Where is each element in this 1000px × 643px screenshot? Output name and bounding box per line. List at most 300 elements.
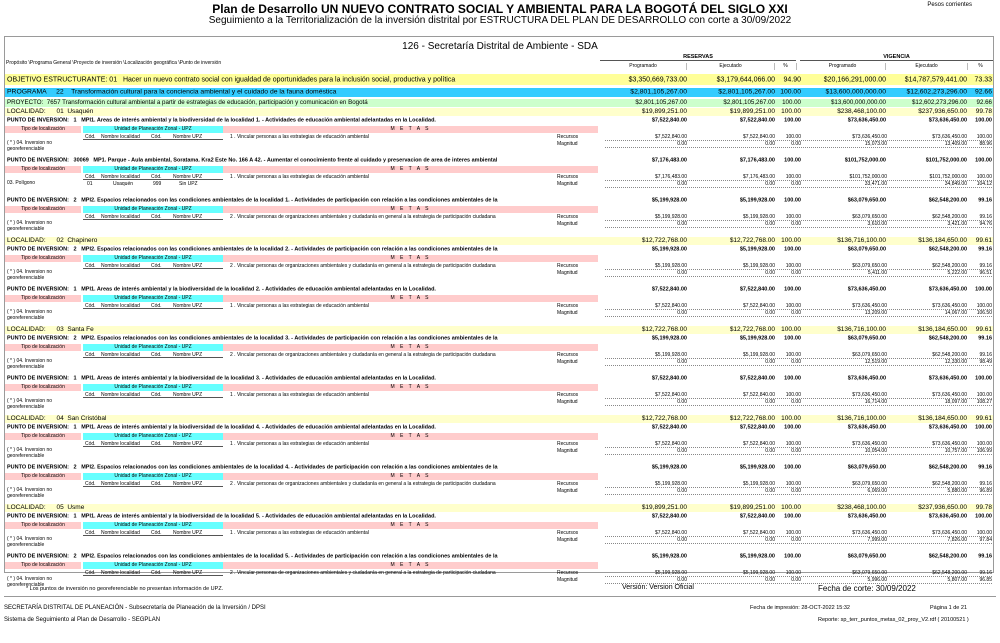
row-separator: [605, 276, 992, 277]
localidad-row: [5, 415, 993, 423]
recursos-value: $101,752,000.00: [849, 174, 887, 180]
magnitud-value: 0.00: [765, 399, 775, 405]
amount-cell: $7,522,840.00: [739, 375, 775, 382]
amount-cell: $5,199,928.00: [651, 197, 687, 204]
proyecto-row: PROYECTO: 7657 Transformación cultural ambiental a partir de estrategias de educación, participación y comunicación en Bogotá $2,801,105,267.00 $2,801,105,267.00 100.00 $13,600,000,000.00 $12,602,273,296.00 92.66: [7, 99, 992, 106]
recursos-value: $7,522,840.00: [743, 530, 775, 536]
upz-subheader: Cód. Nombre localidad Cód. Nombre UPZ: [83, 441, 223, 447]
magnitud-value: 0.00: [791, 488, 801, 494]
upz-header: Unidad de Planeación Zonal - UPZ: [83, 473, 223, 480]
amount-cell: $73,636,450.00: [928, 424, 967, 431]
amount-cell: $62,548,200.00: [928, 464, 967, 471]
meta-text: 1 . Vincular personas a las estrategias de educación ambiental: [230, 303, 369, 309]
punto-inversion-row: [5, 424, 993, 432]
upz-header: Unidad de Planeación Zonal - UPZ: [83, 126, 223, 133]
tipo-localizacion-header: Tipo de localización: [5, 562, 81, 569]
magnitud-value: 16,714.00: [864, 399, 887, 405]
metas-header: M E T A S: [223, 344, 598, 351]
meta-text: 1 . Vincular personas a las estrategias de educación ambiental: [230, 174, 369, 180]
amount-cell: $63,079,650.00: [847, 335, 886, 342]
magnitud-value: 0.00: [791, 181, 801, 187]
amount-cell: 100.00: [975, 424, 992, 431]
amount-cell: 100.00: [784, 197, 801, 204]
amount-cell: $12,722,768.00: [641, 326, 687, 333]
metas-header: M E T A S: [223, 473, 598, 480]
recursos-value: $62,548,200.00: [932, 481, 967, 487]
amount-cell: 100.00: [975, 157, 992, 164]
recursos-value: 99.16: [979, 481, 992, 487]
magnitud-value: 0.00: [791, 399, 801, 405]
magnitud-value: 106.99: [976, 448, 992, 454]
upz-subheader: Cód. Nombre localidad Cód. Nombre UPZ: [83, 134, 223, 140]
magnitud-value: 94.76: [979, 221, 992, 227]
page-number: Página 1 de 21: [930, 605, 968, 611]
recursos-value: $73,636,450.00: [852, 441, 887, 447]
magnitud-value: 7,826.00: [947, 537, 967, 543]
recursos-value: 100.00: [785, 352, 801, 358]
recursos-value: $5,199,928.00: [743, 481, 775, 487]
magnitud-value: 0.00: [765, 270, 775, 276]
amount-cell: 100.00: [975, 375, 992, 382]
amount-cell: $7,522,840.00: [739, 513, 775, 520]
tipo-localizacion-value: ( * ) 04. Inversion no georeferenciable: [7, 447, 53, 459]
punto-label: PUNTO DE INVERSIÓN: 2 MPI2. Espacios relacionados con las condiciones ambientales de la localidad 4. - Actividades de participación con relación a las condiciones ambientales de la: [7, 464, 498, 471]
tipo-localizacion-value: ( * ) 04. Inversion no georeferenciable: [7, 269, 53, 281]
amount-cell: 100.00: [784, 464, 801, 471]
upz-subheader: Cód. Nombre localidad Cód. Nombre UPZ: [83, 214, 223, 220]
tipo-localizacion-header: Tipo de localización: [5, 255, 81, 262]
recursos-value: $7,522,840.00: [655, 441, 687, 447]
tipo-localizacion-header: Tipo de localización: [5, 126, 81, 133]
magnitud-value: 14,067.00: [944, 310, 967, 316]
recursos-value: $5,199,928.00: [743, 352, 775, 358]
recursos-value: 100.00: [785, 263, 801, 269]
amount-cell: $73,636,450.00: [928, 117, 967, 124]
tipo-localizacion-header: Tipo de localización: [5, 384, 81, 391]
upz-header: Unidad de Planeación Zonal - UPZ: [83, 562, 223, 569]
recursos-value: $62,548,200.00: [932, 214, 967, 220]
amount-cell: $73,636,450.00: [847, 286, 886, 293]
row-separator: [605, 405, 992, 406]
recursos-value: $63,079,650.00: [852, 481, 887, 487]
upz-header: Unidad de Planeación Zonal - UPZ: [83, 206, 223, 213]
magnitud-label: Magnitud: [557, 488, 578, 494]
footer-divider: [4, 596, 996, 597]
magnitud-value: 0.00: [765, 141, 775, 147]
col-reservas-pct: %: [775, 63, 797, 70]
magnitud-value: 96.89: [979, 488, 992, 494]
report-subtitle: Seguimiento a la Territorialización de la inversión distrital por ESTRUCTURA DEL PLAN DE DESARROLLO con corte a 30/09/2022: [208, 15, 792, 26]
metas-header: M E T A S: [223, 166, 598, 173]
magnitud-value: 0.00: [677, 141, 687, 147]
magnitud-value: 5,411.00: [867, 270, 887, 276]
magnitud-label: Magnitud: [557, 310, 578, 316]
punto-label: PUNTO DE INVERSIÓN: 1 MPI1. Areas de interés ambiental y la biodiversidad de la localidad 2. - Actividades de educación ambiental adelantadas en la Localidad.: [7, 286, 436, 293]
punto-label: PUNTO DE INVERSIÓN: 1 MPI1. Areas de interés ambiental y la biodiversidad de la localidad 4. - Actividades de educación ambiental adelantadas en la Localidad.: [7, 424, 436, 431]
tipo-localizacion-header: Tipo de localización: [5, 206, 81, 213]
recursos-value: $7,522,840.00: [655, 134, 687, 140]
recursos-value: 100.00: [976, 530, 992, 536]
magnitud-value: 12,330.00: [944, 359, 967, 365]
meta-block: [5, 473, 993, 503]
recursos-label: Recursos: [557, 570, 579, 576]
col-vigencia-programado: Programado: [800, 63, 886, 70]
amount-cell: $63,079,650.00: [847, 197, 886, 204]
magnitud-value: 15,073.00: [864, 141, 887, 147]
meta-block: [5, 295, 993, 325]
amount-cell: $73,636,450.00: [928, 375, 967, 382]
magnitud-label: Magnitud: [557, 181, 578, 187]
recursos-value: $73,636,450.00: [852, 134, 887, 140]
magnitud-value: 0.00: [677, 448, 687, 454]
recursos-value: $7,522,840.00: [743, 134, 775, 140]
amount-cell: $63,079,650.00: [847, 464, 886, 471]
amount-cell: $237,936,650.00: [918, 108, 967, 115]
tipo-localizacion-value: ( * ) 04. Inversion no georeferenciable: [7, 487, 53, 499]
amount-cell: $5,199,928.00: [739, 246, 775, 253]
recursos-value: 99.16: [979, 214, 992, 220]
metas-header: M E T A S: [223, 384, 598, 391]
amount-cell: 100.00: [975, 286, 992, 293]
recursos-value: $5,199,928.00: [743, 214, 775, 220]
magnitud-value: 97.84: [979, 537, 992, 543]
objetivo-row: OBJETIVO ESTRUCTURANTE: 01 Hacer un nuevo contrato social con igualdad de oportunidades para la inclusión social, productiva y política $3,350,669,733.00 $3,179,644,066.00 94.90 $20,166,291,000.00 $14,787,579,441.00 73.33: [7, 76, 992, 83]
magnitud-value: 0.00: [765, 577, 775, 583]
amount-cell: $73,636,450.00: [847, 375, 886, 382]
amount-cell: $12,722,768.00: [641, 237, 687, 244]
report-file: Reporte: sp_terr_puntos_metas_02_proy_V2.rdf ( 20100521 ): [818, 617, 969, 623]
punto-inversion-row: [5, 553, 993, 561]
print-date: Fecha de impresión: 28-OCT-2022 15:32: [750, 605, 850, 611]
localidad-label: LOCALIDAD: 05 Usme: [7, 504, 85, 511]
meta-text: 2 . Vincular personas de organizaciones ambientales y ciudadanía en general a la estrategia de participación ciudadana: [230, 214, 496, 220]
meta-block: [5, 433, 993, 463]
recursos-value: $62,548,200.00: [932, 263, 967, 269]
tipo-localizacion-value: 03. Polígono: [7, 180, 36, 186]
magnitud-value: 0.00: [677, 359, 687, 365]
amount-cell: 99.61: [975, 237, 992, 244]
recursos-value: 100.00: [785, 214, 801, 220]
upz-subheader: Cód. Nombre localidad Cód. Nombre UPZ: [83, 570, 223, 576]
localidad-label: LOCALIDAD: 01 Usaquén: [7, 108, 94, 115]
amount-cell: $7,522,840.00: [651, 513, 687, 520]
amount-cell: $19,899,251.00: [729, 504, 775, 511]
magnitud-value: 0.00: [791, 448, 801, 454]
magnitud-value: 96.85: [979, 577, 992, 583]
row-separator: [605, 227, 992, 228]
amount-cell: $7,522,840.00: [651, 286, 687, 293]
recursos-value: $5,199,928.00: [743, 263, 775, 269]
amount-cell: $63,079,650.00: [847, 553, 886, 560]
amount-cell: $5,199,928.00: [651, 553, 687, 560]
amount-cell: 100.00: [784, 553, 801, 560]
row-separator: [605, 147, 992, 148]
recursos-value: 99.16: [979, 263, 992, 269]
meta-block: Tipo de localización Unidad de Planeación Zonal - UPZ M E T A S Cód. Nombre localidad Cód. Nombre UPZ 03. Polígono 01 Usaquén 999 Sin UPZ 1 . Vincular personas a las estrategias de educación ambiental Recursos Magnitud $7,176,483.00 $7,176,483.00 100.00 $101,752,000.00 $101,752,000.00 100.00 0.00 0.00 0.00 33,471.00 34,849.00 104.12: [7, 166, 992, 187]
tipo-localizacion-value: ( * ) 04. Inversion no georeferenciable: [7, 220, 53, 232]
recursos-label: Recursos: [557, 530, 579, 536]
meta-text: 2 . Vincular personas de organizaciones ambientales y ciudadanía en general a la estrategia de participación ciudadana: [230, 570, 496, 576]
amount-cell: $19,899,251.00: [729, 108, 775, 115]
magnitud-value: 6,069.00: [867, 488, 887, 494]
entity-title: 126 - Secretaría Distrital de Ambiente - SDA: [402, 41, 598, 52]
recursos-value: 100.00: [785, 174, 801, 180]
amount-cell: $73,636,450.00: [928, 513, 967, 520]
magnitud-value: 0.00: [791, 537, 801, 543]
recursos-value: $5,199,928.00: [743, 570, 775, 576]
recursos-value: 100.00: [785, 570, 801, 576]
meta-block: [5, 344, 993, 374]
upz-subheader: Cód. Nombre localidad Cód. Nombre UPZ: [83, 303, 223, 309]
metas-header: M E T A S: [223, 433, 598, 440]
upz-header: Unidad de Planeación Zonal - UPZ: [83, 166, 223, 173]
amount-cell: $7,522,840.00: [739, 117, 775, 124]
amount-cell: $5,199,928.00: [739, 335, 775, 342]
row-separator: [605, 543, 992, 544]
recursos-value: $5,199,928.00: [655, 214, 687, 220]
magnitud-value: 0.00: [791, 141, 801, 147]
amount-cell: $238,468,100.00: [837, 108, 886, 115]
amount-cell: $62,548,200.00: [928, 197, 967, 204]
amount-cell: $136,184,650.00: [918, 415, 967, 422]
group-vigencia: VIGENCIA: [800, 54, 993, 61]
row-separator: [605, 365, 992, 366]
amount-cell: $101,752,000.00: [925, 157, 967, 164]
programa-label: PROGRAMA 22 Transformación cultural para la conciencia ambiental y el cuidado de la fauna doméstica: [7, 88, 337, 96]
row-separator: [605, 494, 992, 495]
magnitud-value: 10,757.00: [944, 448, 967, 454]
upz-header: Unidad de Planeación Zonal - UPZ: [83, 255, 223, 262]
recursos-value: 100.00: [785, 303, 801, 309]
recursos-value: $62,548,200.00: [932, 570, 967, 576]
magnitud-value: 0.00: [791, 577, 801, 583]
recursos-value: $73,636,450.00: [932, 134, 967, 140]
recursos-label: Recursos: [557, 134, 579, 140]
meta-text: 1 . Vincular personas a las estrategias de educación ambiental: [230, 134, 369, 140]
localidad-row: [5, 326, 993, 334]
recursos-label: Recursos: [557, 352, 579, 358]
metas-header: M E T A S: [223, 522, 598, 529]
amount-cell: $136,716,100.00: [837, 326, 886, 333]
recursos-value: $7,522,840.00: [743, 441, 775, 447]
recursos-value: $62,548,200.00: [932, 352, 967, 358]
upz-subheader: Cód. Nombre localidad Cód. Nombre UPZ: [83, 392, 223, 398]
recursos-value: $7,176,483.00: [655, 174, 687, 180]
magnitud-value: 0.00: [765, 359, 775, 365]
recursos-value: 99.16: [979, 352, 992, 358]
amount-cell: 100.00: [781, 237, 801, 244]
meta-block: [5, 384, 993, 414]
magnitud-value: 0.00: [765, 310, 775, 316]
recursos-value: 100.00: [785, 530, 801, 536]
amount-cell: $5,199,928.00: [739, 197, 775, 204]
amount-cell: $19,899,251.00: [641, 108, 687, 115]
upz-header: Unidad de Planeación Zonal - UPZ: [83, 295, 223, 302]
amount-cell: $7,522,840.00: [739, 286, 775, 293]
punto-inversion-row: [5, 117, 993, 125]
amount-cell: $7,522,840.00: [651, 424, 687, 431]
magnitud-value: 0.00: [791, 359, 801, 365]
metas-header: M E T A S: [223, 126, 598, 133]
punto-inversion-row: [5, 197, 993, 205]
tipo-localizacion-header: Tipo de localización: [5, 166, 81, 173]
magnitud-value: 98.49: [979, 359, 992, 365]
amount-cell: 99.16: [978, 464, 992, 471]
amount-cell: $136,716,100.00: [837, 237, 886, 244]
amount-cell: $62,548,200.00: [928, 553, 967, 560]
amount-cell: $136,716,100.00: [837, 415, 886, 422]
amount-cell: 100.00: [784, 424, 801, 431]
tipo-localizacion-value: ( * ) 04. Inversion no georeferenciable: [7, 140, 53, 152]
punto-inversion-row: [5, 286, 993, 294]
magnitud-value: 88.96: [979, 141, 992, 147]
punto-label: PUNTO DE INVERSIÓN: 1 MPI1. Areas de interés ambiental y la biodiversidad de la localidad 1. - Actividades de educación ambiental adelantadas en la Localidad.: [7, 117, 436, 124]
magnitud-value: 0.00: [677, 399, 687, 405]
cutoff-date: Fecha de corte: 30/09/2022: [818, 584, 916, 593]
amount-cell: $7,522,840.00: [739, 424, 775, 431]
tipo-localizacion-value: ( * ) 04. Inversion no georeferenciable: [7, 536, 53, 548]
punto-label: PUNTO DE INVERSIÓN: 2 MPI2. Espacios relacionados con las condiciones ambientales de la localidad 1. - Actividades de participación con relación a las condiciones ambientales de la: [7, 197, 498, 204]
tipo-localizacion-value: ( * ) 04. Inversion no georeferenciable: [7, 398, 53, 410]
upz-subheader: Cód. Nombre localidad Cód. Nombre UPZ: [83, 481, 223, 487]
meta-block: [5, 255, 993, 285]
magnitud-value: 0.00: [791, 270, 801, 276]
amount-cell: $62,548,200.00: [928, 335, 967, 342]
localidad-row: [5, 108, 993, 116]
amount-cell: $136,184,650.00: [918, 326, 967, 333]
amount-cell: $5,199,928.00: [739, 464, 775, 471]
recursos-value: $73,636,450.00: [932, 303, 967, 309]
amount-cell: 99.61: [975, 415, 992, 422]
magnitud-value: 0.00: [791, 221, 801, 227]
magnitud-value: 0.00: [677, 310, 687, 316]
recursos-label: Recursos: [557, 392, 579, 398]
magnitud-label: Magnitud: [557, 141, 578, 147]
recursos-value: $63,079,650.00: [852, 352, 887, 358]
magnitud-value: 0.00: [765, 181, 775, 187]
amount-cell: $5,199,928.00: [651, 464, 687, 471]
amount-cell: 99.78: [975, 504, 992, 511]
recursos-value: 100.00: [785, 134, 801, 140]
recursos-value: $73,636,450.00: [932, 530, 967, 536]
recursos-value: $5,199,928.00: [655, 481, 687, 487]
localidad-row: [5, 504, 993, 512]
magnitud-value: 13,409.00: [944, 141, 967, 147]
magnitud-value: 0.00: [765, 488, 775, 494]
amount-cell: 99.61: [975, 326, 992, 333]
punto-label: PUNTO DE INVERSIÓN: 2 MPI2. Espacios relacionados con las condiciones ambientales de la localidad 2. - Actividades de participación con relación a las condiciones ambientales de la: [7, 246, 498, 253]
amount-cell: $7,176,483.00: [651, 157, 687, 164]
recursos-value: $7,522,840.00: [743, 392, 775, 398]
amount-cell: 99.78: [975, 108, 992, 115]
meta-block: [5, 522, 993, 552]
magnitud-value: 0.00: [791, 310, 801, 316]
recursos-label: Recursos: [557, 481, 579, 487]
amount-cell: $19,899,251.00: [641, 504, 687, 511]
recursos-value: $63,079,650.00: [852, 570, 887, 576]
col-reservas-programado: Programado: [600, 63, 687, 70]
report-title: Plan de Desarrollo UN NUEVO CONTRATO SOCIAL Y AMBIENTAL PARA LA BOGOTÁ DEL SIGLO XXI: [212, 2, 788, 16]
amount-cell: 100.00: [781, 108, 801, 115]
proyecto-label: PROYECTO: 7657 Transformación cultural ambiental a partir de estrategias de educación, participación y comunicación en Bogotá: [7, 99, 368, 106]
meta-text: 1 . Vincular personas a las estrategias de educación ambiental: [230, 392, 369, 398]
recursos-value: $73,636,450.00: [852, 392, 887, 398]
upz-subheader: Cód. Nombre localidad Cód. Nombre UPZ: [83, 352, 223, 358]
punto-inversion-row: [5, 513, 993, 521]
system-name: Sistema de Seguimiento al Plan de Desarrollo - SEGPLAN: [4, 617, 161, 623]
recursos-label: Recursos: [557, 174, 579, 180]
recursos-value: $7,522,840.00: [655, 530, 687, 536]
localidad-label: LOCALIDAD: 04 San Cristóbal: [7, 415, 107, 422]
amount-cell: $12,722,768.00: [729, 237, 775, 244]
amount-cell: 100.00: [781, 504, 801, 511]
col-vigencia-pct: %: [978, 63, 983, 69]
hierarchy-path: Propósito \Programa General \Proyecto de inversión \Localización geográfica \Punto de inversión: [6, 60, 222, 66]
recursos-value: 100.00: [976, 174, 992, 180]
amount-cell: 99.16: [978, 197, 992, 204]
magnitud-value: 0.00: [677, 577, 687, 583]
magnitud-value: 3,421.00: [947, 221, 967, 227]
amount-cell: $73,636,450.00: [928, 286, 967, 293]
tipo-localizacion-header: Tipo de localización: [5, 344, 81, 351]
meta-text: 1 . Vincular personas a las estrategias de educación ambiental: [230, 441, 369, 447]
recursos-value: $63,079,650.00: [852, 214, 887, 220]
objetivo-label: OBJETIVO ESTRUCTURANTE: 01 Hacer un nuevo contrato social con igualdad de oportunidades para la inclusión social, productiva y política: [7, 76, 456, 83]
version-label: Versión: Version Oficial: [622, 584, 694, 591]
tipo-localizacion-header: Tipo de localización: [5, 295, 81, 302]
punto-label: PUNTO DE INVERSIÓN: 2 MPI2. Espacios relacionados con las condiciones ambientales de la localidad 3. - Actividades de participación con relación a las condiciones ambientales de la: [7, 335, 498, 342]
upz-subheader: Cód. Nombre localidad Cód. Nombre UPZ: [83, 263, 223, 269]
amount-cell: 100.00: [784, 513, 801, 520]
magnitud-value: 12,519.00: [864, 359, 887, 365]
group-reservas: RESERVAS: [600, 54, 796, 61]
recursos-value: 100.00: [976, 134, 992, 140]
magnitud-value: 5,996.00: [867, 577, 887, 583]
amount-cell: $7,522,840.00: [651, 375, 687, 382]
punto-inversion-row: [5, 335, 993, 343]
recursos-value: $7,176,483.00: [743, 174, 775, 180]
magnitud-value: 0.00: [677, 537, 687, 543]
punto-label: PUNTO DE INVERSIÓN: 2 MPI2. Espacios relacionados con las condiciones ambientales de la localidad 5. - Actividades de participación con relación a las condiciones ambientales de la: [7, 553, 498, 560]
upz-subheader: Cód. Nombre localidad Cód. Nombre UPZ: [83, 530, 223, 536]
magnitud-value: 5,222.00: [947, 270, 967, 276]
amount-cell: 100.00: [975, 117, 992, 124]
magnitud-label: Magnitud: [557, 448, 578, 454]
localidad-row: [5, 237, 993, 245]
amount-cell: $73,636,450.00: [847, 424, 886, 431]
amount-cell: 100.00: [784, 375, 801, 382]
recursos-value: 100.00: [785, 392, 801, 398]
recursos-label: Recursos: [557, 303, 579, 309]
amount-cell: 100.00: [784, 286, 801, 293]
amount-cell: $237,936,650.00: [918, 504, 967, 511]
magnitud-value: 0.00: [765, 448, 775, 454]
magnitud-value: 7,999.00: [867, 537, 887, 543]
amount-cell: $73,636,450.00: [847, 513, 886, 520]
meta-block: [5, 126, 993, 156]
punto-label: PUNTO DE INVERSIÓN: 30069 MP1. Parque - Aula ambiental, Soratama. Kra2 Este No. 166 A 42. - Aumentar el conocimiento frente al cuidado y preservacion de area de interes ambiental: [7, 157, 498, 164]
magnitud-value: 106.50: [976, 310, 992, 316]
magnitud-value: 96.51: [979, 270, 992, 276]
magnitud-value: 5,807.00: [947, 577, 967, 583]
punto-label: PUNTO DE INVERSIÓN: 1 MPI1. Areas de interés ambiental y la biodiversidad de la localidad 3. - Actividades de educación ambiental adelantadas en la Localidad.: [7, 375, 436, 382]
metas-header: M E T A S: [223, 206, 598, 213]
tipo-localizacion-header: Tipo de localización: [5, 522, 81, 529]
footnote: * Los puntos de inversión no georeferenciable no presentan información de UPZ.: [26, 586, 224, 592]
upz-header: Unidad de Planeación Zonal - UPZ: [83, 384, 223, 391]
amount-cell: $101,752,000.00: [844, 157, 886, 164]
amount-cell: 100.00: [784, 335, 801, 342]
